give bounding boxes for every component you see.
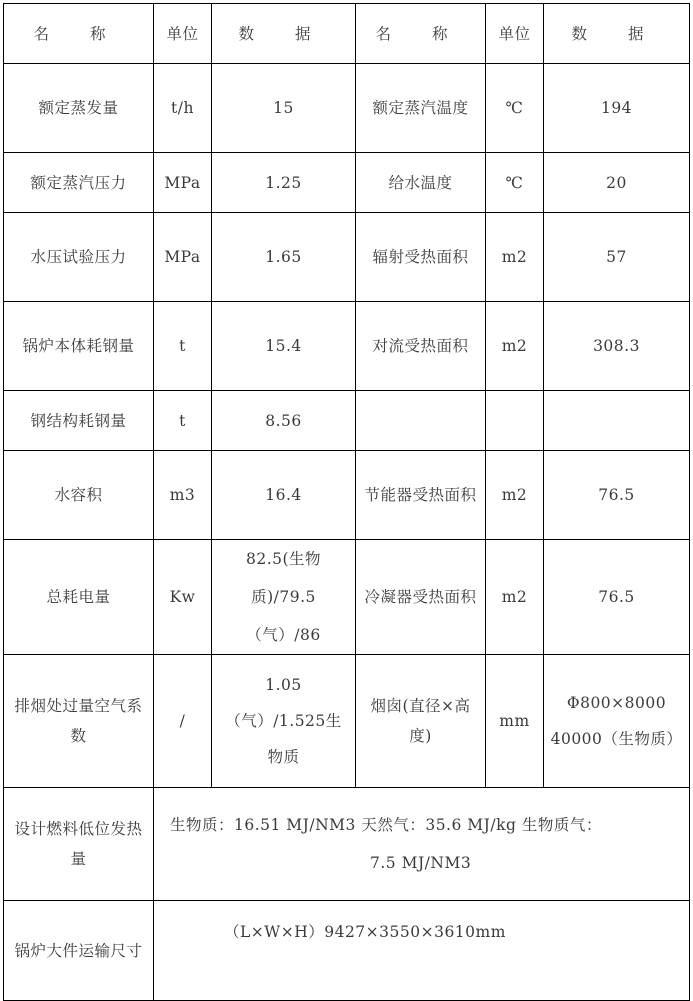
row-unit-right: ℃: [486, 153, 544, 213]
fuel-value-line2: 7.5 MJ/NM3: [370, 854, 472, 872]
row-value-right: 76.5: [544, 540, 690, 655]
row-unit-right: mm: [486, 655, 544, 788]
row-unit-left: /: [154, 655, 212, 788]
fuel-row: [4, 788, 690, 901]
row-name-left: 锅炉本体耗钢量: [4, 302, 154, 391]
row-unit-right: m2: [486, 540, 544, 655]
row-unit-left: MPa: [154, 213, 212, 302]
transport-value: （L×W×H）9427×3550×3610mm: [154, 901, 690, 1001]
row-unit-right: m2: [486, 451, 544, 540]
header-row: [4, 4, 690, 64]
table-row: [4, 451, 690, 540]
table-row: [4, 655, 690, 788]
row-value-right: 20: [544, 153, 690, 213]
row-unit-right: [486, 391, 544, 451]
row-value-left: 1.25: [212, 153, 356, 213]
row-name-left: 额定蒸发量: [4, 64, 154, 153]
row-name-left: 水压试验压力: [4, 213, 154, 302]
row-unit-left: t: [154, 391, 212, 451]
row-value-left: 15: [212, 64, 356, 153]
fuel-label: 设计燃料低位发热量: [4, 788, 154, 901]
row-value-left: 15.4: [212, 302, 356, 391]
table-row: [4, 64, 690, 153]
row-name-right: [356, 391, 486, 451]
row-unit-left: t: [154, 302, 212, 391]
row-unit-right: m2: [486, 213, 544, 302]
row-value-left: 1.65: [212, 213, 356, 302]
row-name-left: 总耗电量: [4, 540, 154, 655]
row-value-right: Φ800×8000 40000（生物质）: [544, 655, 690, 788]
table-row: [4, 540, 690, 655]
row-value-right: 308.3: [544, 302, 690, 391]
row-name-right: 给水温度: [356, 153, 486, 213]
row-value-left: 82.5(生物质)/79.5（气）/86: [212, 540, 356, 655]
row-name-left: 钢结构耗钢量: [4, 391, 154, 451]
row-unit-right: m2: [486, 302, 544, 391]
row-name-left: 额定蒸汽压力: [4, 153, 154, 213]
row-value-left: 8.56: [212, 391, 356, 451]
table-row: [4, 213, 690, 302]
row-value-right: 76.5: [544, 451, 690, 540]
row-unit-left: MPa: [154, 153, 212, 213]
table-row: [4, 391, 690, 451]
row-unit-left: m3: [154, 451, 212, 540]
header-data-right: 数 据: [544, 4, 690, 64]
header-unit-left: 单位: [154, 4, 212, 64]
row-name-right: 节能器受热面积: [356, 451, 486, 540]
header-name-left: 名 称: [4, 4, 154, 64]
header-unit-right: 单位: [486, 4, 544, 64]
row-value-left: 1.05（气）/1.525生物质: [212, 655, 356, 788]
fuel-value-line1: 生物质：16.51 MJ/NM3 天然气：35.6 MJ/kg 生物质气：: [170, 816, 602, 834]
row-value-right: 57: [544, 213, 690, 302]
table-row: [4, 153, 690, 213]
transport-label: 锅炉大件运输尺寸: [4, 901, 154, 1001]
row-name-left: 水容积: [4, 451, 154, 540]
row-unit-left: Kw: [154, 540, 212, 655]
row-unit-right: ℃: [486, 64, 544, 153]
row-name-left: 排烟处过量空气系数: [4, 655, 154, 788]
row-name-right: 对流受热面积: [356, 302, 486, 391]
row-name-right: 额定蒸汽温度: [356, 64, 486, 153]
row-name-right: 冷凝器受热面积: [356, 540, 486, 655]
header-data-left: 数 据: [212, 4, 356, 64]
row-unit-left: t/h: [154, 64, 212, 153]
row-value-right: [544, 391, 690, 451]
table-row: [4, 302, 690, 391]
row-name-right: 辐射受热面积: [356, 213, 486, 302]
header-name-right: 名 称: [356, 4, 486, 64]
row-value-right: 194: [544, 64, 690, 153]
boiler-spec-table: [3, 3, 690, 1001]
fuel-value: [154, 788, 690, 901]
row-name-right: 烟囱(直径×高度): [356, 655, 486, 788]
row-value-left: 16.4: [212, 451, 356, 540]
